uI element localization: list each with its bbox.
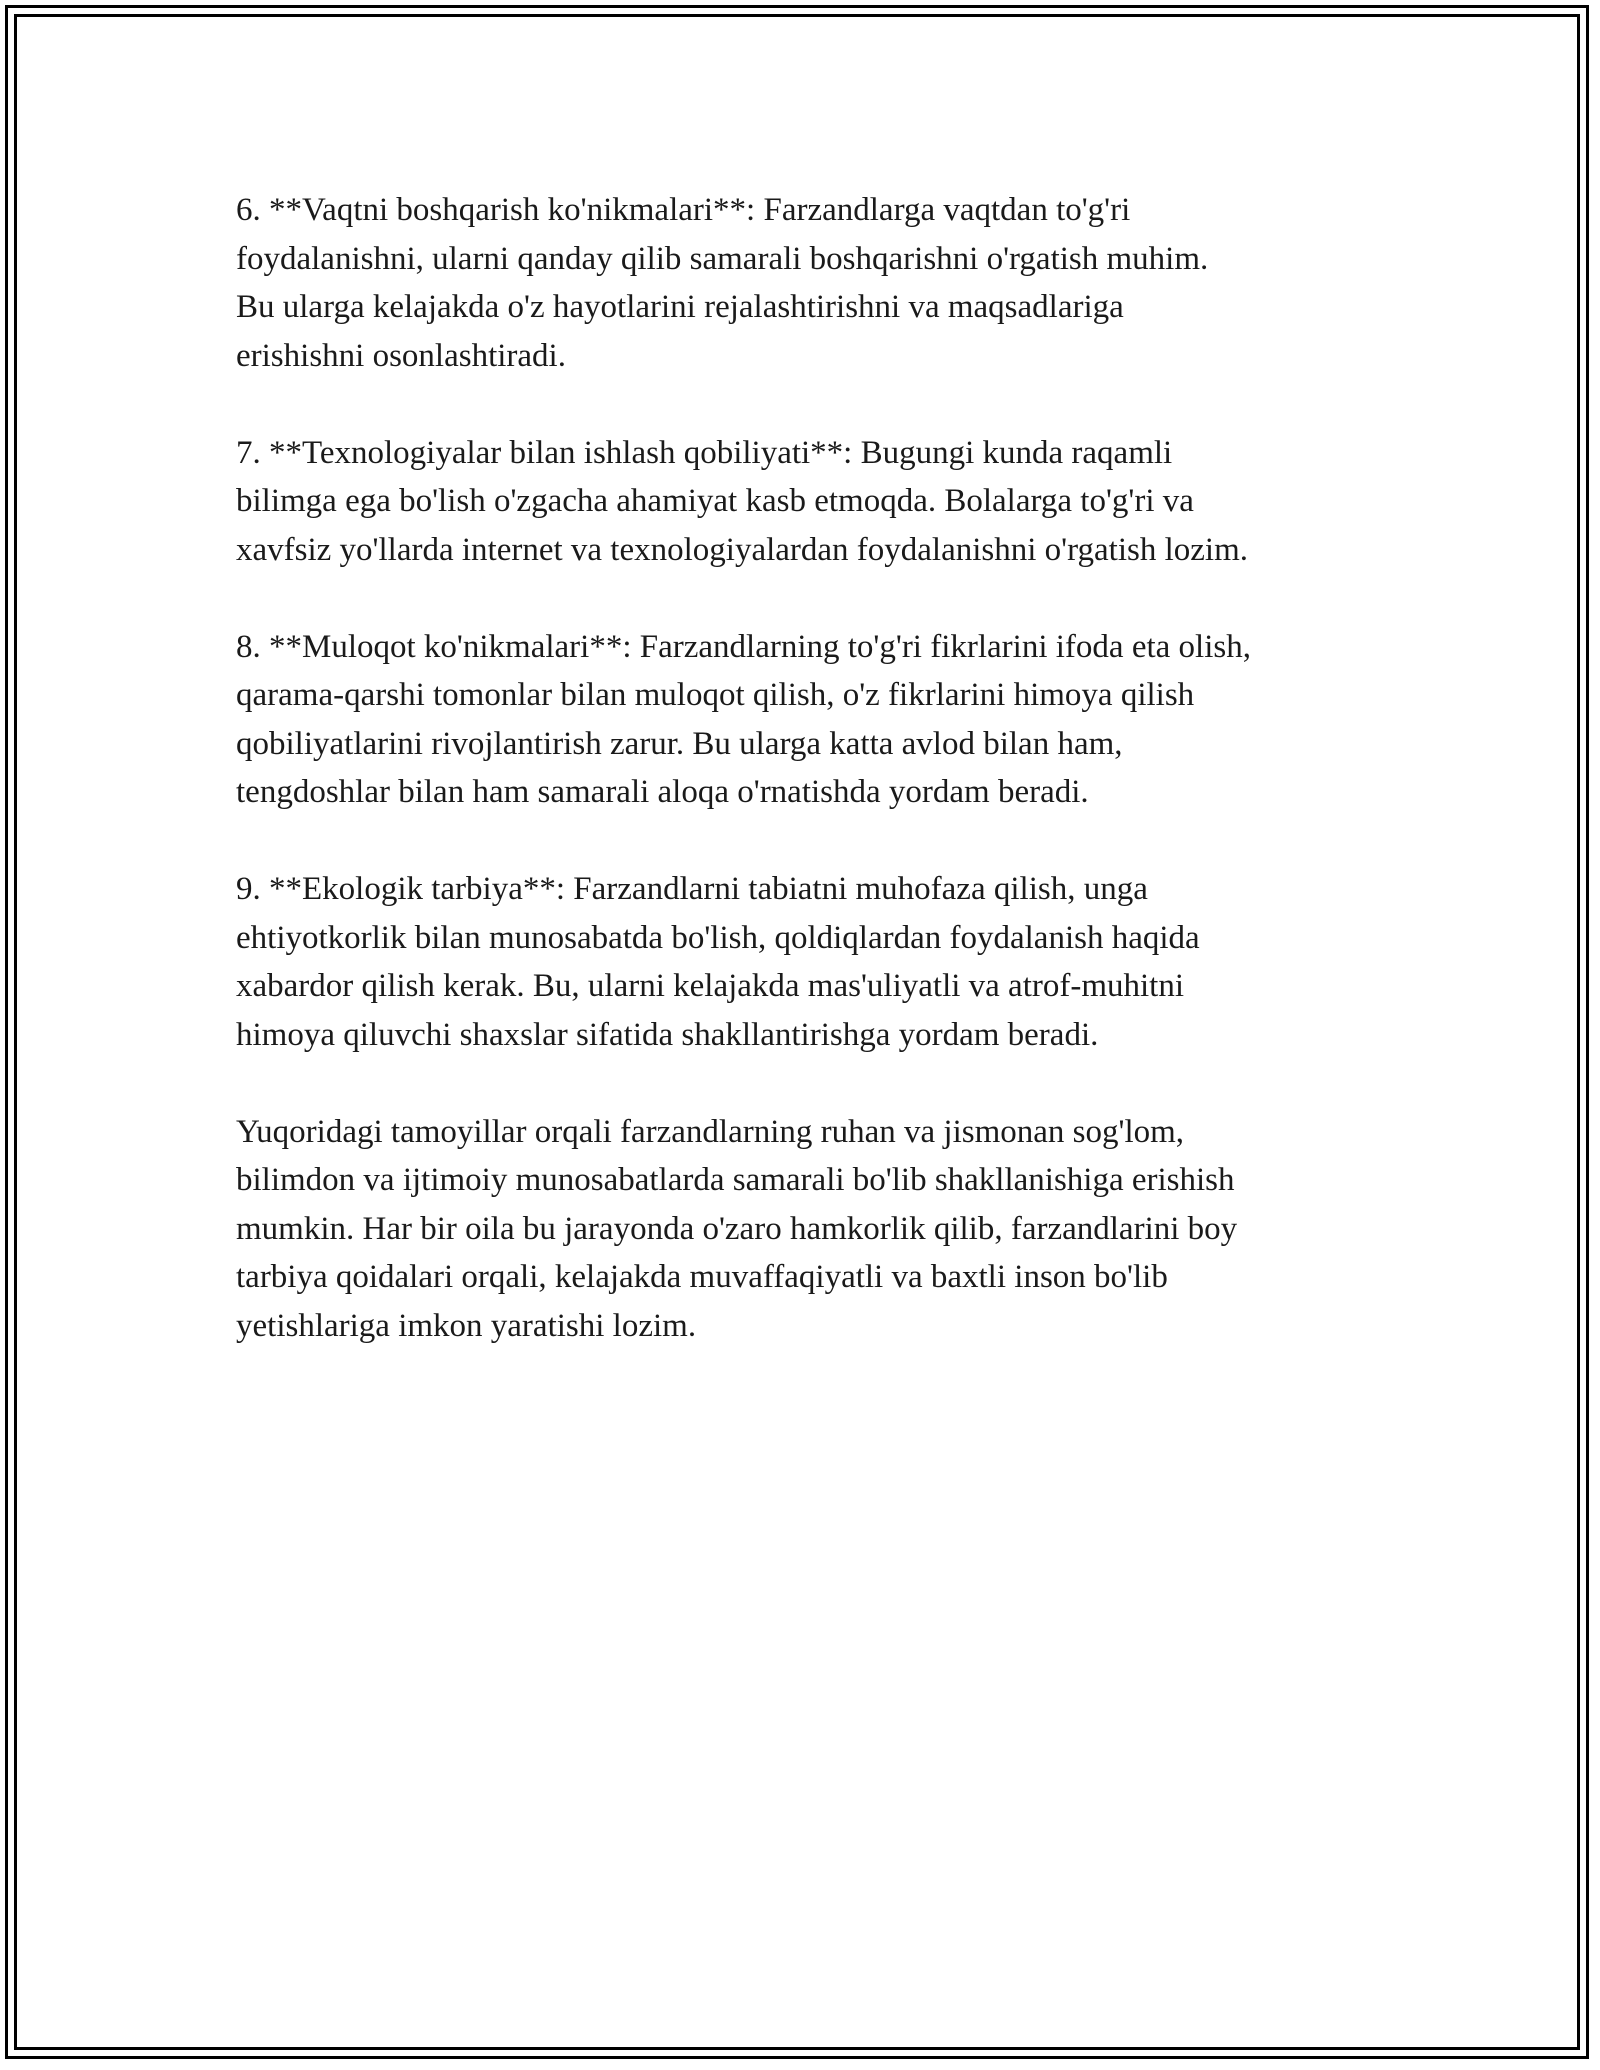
text-line: Yuqoridagi tamoyillar orqali farzandlarning ruhan va jismonan sog'lom, [236, 1113, 1185, 1150]
paragraph-time-management [236, 186, 1406, 380]
text-line: bilimga ega bo'lish o'zgacha ahamiyat kasb etmoqda. Bolalarga to'g'ri va [236, 483, 1194, 519]
text-line: tarbiya qoidalari orqali, kelajakda muvaffaqiyatli va baxtli inson bo'lib [236, 1259, 1168, 1295]
paragraph-communication-skills [236, 623, 1406, 817]
text-line: ehtiyotkorlik bilan munosabatda bo'lish, qoldiqlardan foydalanish haqida [236, 919, 1200, 956]
text-line: himoya qiluvchi shaxslar sifatida shakllantirishga yordam beradi. [236, 1016, 1099, 1053]
text-line: tengdoshlar bilan ham samarali aloqa o'rnatishda yordam beradi. [236, 774, 1089, 810]
paragraph-conclusion [236, 1108, 1406, 1351]
text-line: 9. **Ekologik tarbiya**: Farzandlarni tabiatni muhofaza qilish, unga [236, 871, 1148, 907]
text-line: 7. **Texnologiyalar bilan ishlash qobiliyati**: Bugungi kunda raqamli [236, 434, 1173, 471]
document-body [236, 186, 1406, 1399]
text-line: foydalanishni, ularni qanday qilib samarali boshqarishni o'rgatish muhim. [236, 240, 1209, 277]
text-line: qarama-qarshi tomonlar bilan muloqot qilish, o'z fikrlarini himoya qilish [236, 677, 1195, 713]
paragraph-ecological-education [236, 865, 1406, 1059]
text-line: xabardor qilish kerak. Bu, ularni kelajakda mas'uliyatli va atrof-muhitni [236, 968, 1185, 1004]
text-line: 8. **Muloqot ko'nikmalari**: Farzandlarning to'g'ri fikrlarini ifoda eta olish, [236, 628, 1251, 665]
text-line: erishishni osonlashtiradi. [236, 337, 566, 374]
text-line: yetishlariga imkon yaratishi lozim. [236, 1307, 697, 1344]
text-line: qobiliyatlarini rivojlantirish zarur. Bu ularga katta avlod bilan ham, [236, 725, 1123, 762]
text-line: Bu ularga kelajakda o'z hayotlarini rejalashtirishni va maqsadlariga [236, 289, 1124, 325]
text-line: mumkin. Har bir oila bu jarayonda o'zaro hamkorlik qilib, farzandlarini boy [236, 1210, 1238, 1247]
text-line: 6. **Vaqtni boshqarish ko'nikmalari**: Farzandlarga vaqtdan to'g'ri [236, 192, 1131, 228]
paragraph-technology-skills [236, 429, 1406, 575]
text-line: xavfsiz yo'llarda internet va texnologiyalardan foydalanishni o'rgatish lozim. [236, 531, 1248, 568]
text-line: bilimdon va ijtimoiy munosabatlarda samarali bo'lib shakllanishiga erishish [236, 1162, 1235, 1198]
